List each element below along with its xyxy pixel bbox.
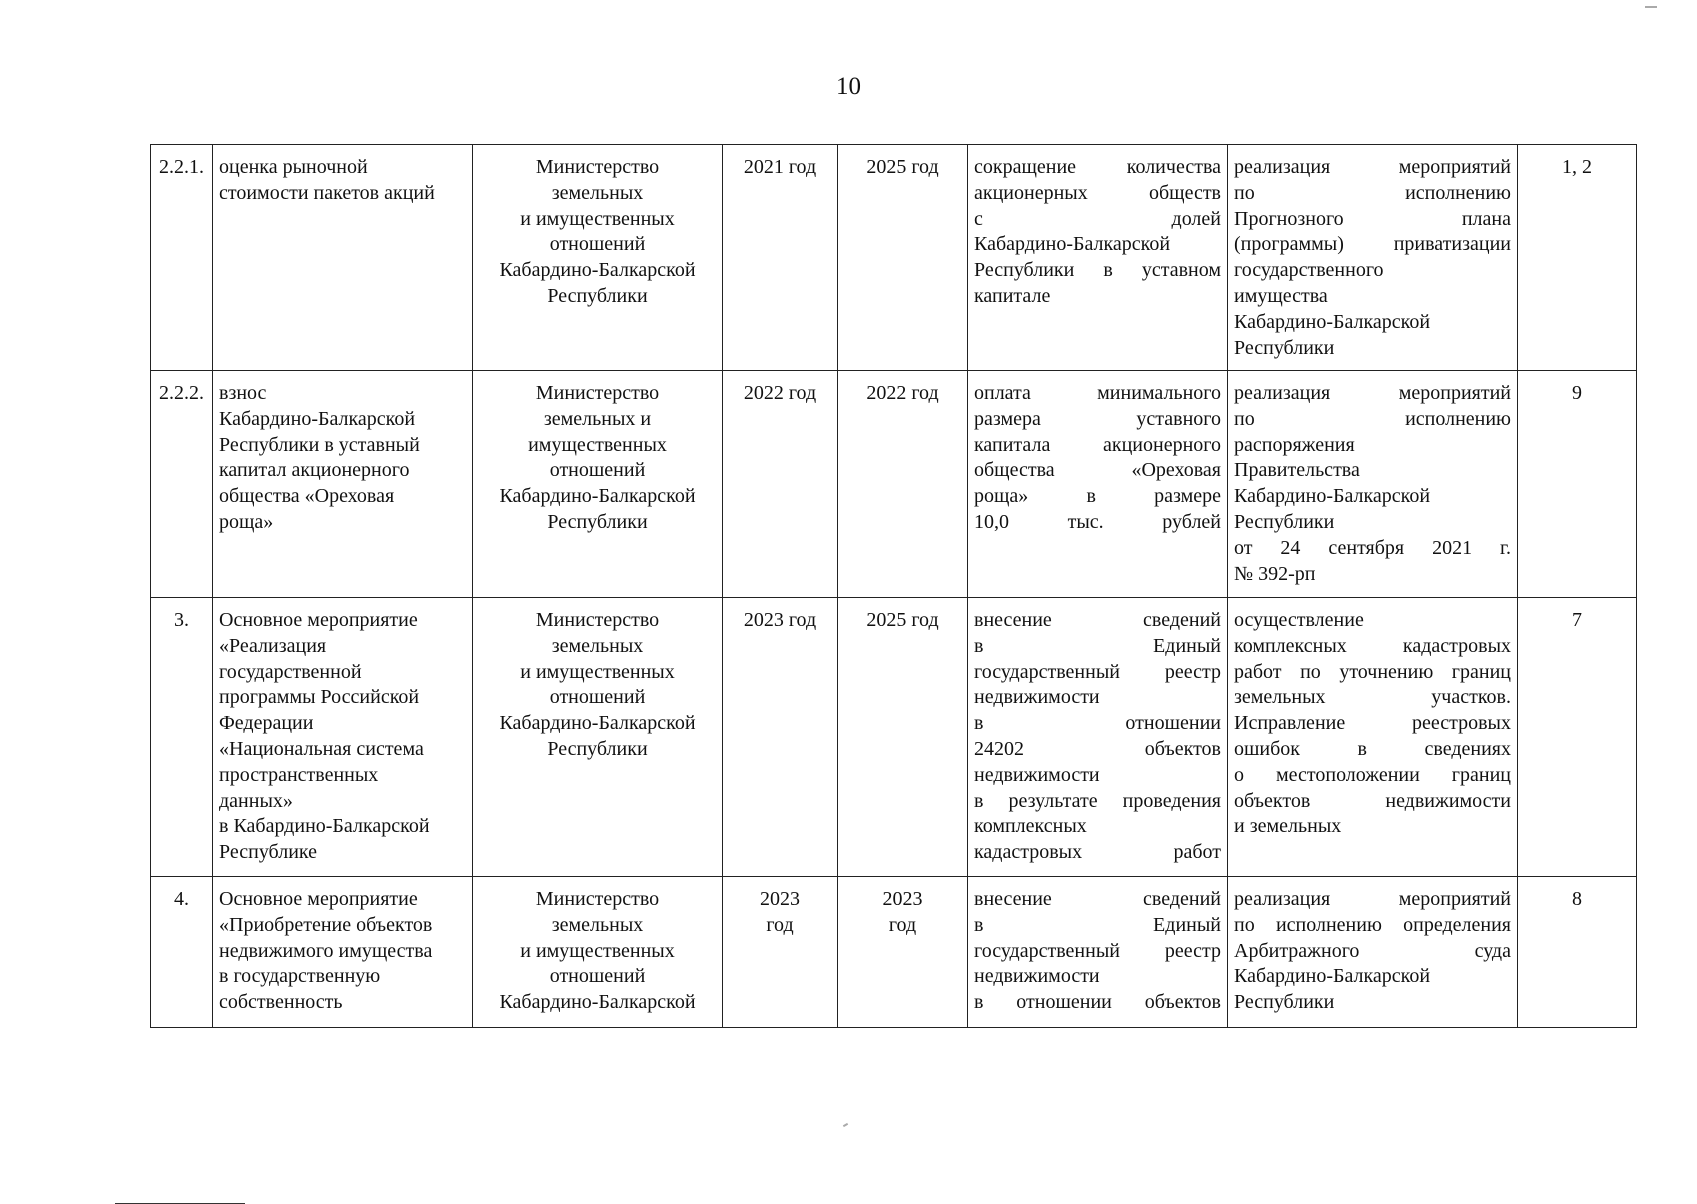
cell-line: Арбитражного суда [1234,939,1511,962]
cell-line: и имущественных [520,939,675,962]
cell-line: реализация мероприятий [1234,156,1511,178]
indicator-cell: 7 [1518,598,1637,877]
end-year-cell [838,877,968,1028]
cell-line: Министерство [535,156,660,178]
cell-line: Республики [1234,336,1335,359]
cell-line: отношений [549,686,646,709]
cell-line: реализация мероприятий [1234,382,1511,404]
cell-line: Республики [547,737,648,760]
cell-line: по исполнению [1234,407,1511,430]
indicator-cell: 9 [1518,371,1637,598]
cell-line: «Приобретение объектов [219,913,433,936]
cell-line: 10,0 тыс. рублей [974,510,1221,533]
cell-line: внесение сведений [974,888,1221,910]
indicator-cell: 8 [1518,877,1637,1028]
cell-line: распоряжения [1234,433,1355,456]
cell-line: роща» в размере [974,485,1221,508]
cell-line: Республики в уставном [974,259,1221,282]
executor-cell [473,598,723,877]
cell-line: общества «Ореховая [219,485,395,508]
row-number-cell: 4. [151,877,213,1028]
start-year-cell [723,598,838,877]
executor-cell [473,371,723,598]
row-number-cell: 2.2.2. [151,371,213,598]
cell-line: и земельных [1234,815,1342,838]
cell-line: стоимости пакетов акций [219,181,435,204]
cell-line: 24202 объектов [974,737,1221,760]
cell-line: осуществление [1234,609,1364,631]
cell-line: недвижимого имущества [219,939,433,962]
cell-line: Кабардино-Балкарской [1234,485,1431,508]
cell-line: «Реализация [219,634,327,657]
cell-line: 2022 год [743,382,817,404]
cell-line: 2025 год [866,609,939,631]
cell-line: Основное мероприятие [219,609,418,631]
cell-line: собственность [219,991,343,1014]
cell-line: имущества [1234,284,1328,307]
cell-line: ошибок в сведениях [1234,737,1511,760]
related-measure-cell [1228,877,1518,1028]
cell-line: государственной [219,660,362,683]
cell-line: 2023 год [743,609,817,631]
cell-line: капитале [974,284,1051,307]
measures-table [150,144,1637,1028]
cell-line: внесение сведений [974,609,1221,631]
cell-line: имущественных [528,433,667,456]
cell-line: государственный реестр [974,939,1221,962]
indicator-cell: 1, 2 [1518,145,1637,371]
cell-line: Республики [547,284,648,307]
measure-name-cell [213,145,473,371]
cell-line: земельных [551,913,644,936]
cell-line: капитал акционерного [219,459,410,482]
cell-line: в Кабардино-Балкарской [219,815,430,838]
cell-line: Кабардино-Балкарской [499,259,696,282]
cell-line: и имущественных [520,207,675,230]
cell-line: данных» [219,789,293,812]
cell-line: Основное мероприятие [219,888,418,910]
related-measure-cell [1228,371,1518,598]
row-number-cell: 3. [151,598,213,877]
cell-line: Республики [547,510,648,533]
cell-line: в государственную [219,965,381,988]
cell-line: в отношении объектов [974,991,1221,1014]
cell-line: Кабардино-Балкарской [499,991,696,1014]
cell-line: Правительства [1234,459,1360,482]
cell-line: размера уставного [974,407,1221,430]
measure-name-cell [213,598,473,877]
table-row [151,371,1637,598]
related-measure-cell [1228,598,1518,877]
cell-line: отношений [549,233,646,256]
cell-line: по исполнению определения [1234,913,1511,936]
executor-cell [473,877,723,1028]
cell-line: по исполнению [1234,181,1511,204]
cell-line: Министерство [535,888,660,910]
cell-line: оплата минимального [974,382,1221,404]
cell-line: Кабардино-Балкарской [1234,310,1431,333]
cell-line: реализация мероприятий [1234,888,1511,910]
cell-line: роща» [219,510,274,533]
cell-line: оценка рыночной [219,156,368,178]
table-body [151,145,1637,1028]
cell-line: отношений [549,459,646,482]
cell-line: Федерации [219,712,314,735]
table-row [151,145,1637,371]
related-measure-cell [1228,145,1518,371]
cell-line: в отношении [974,712,1221,735]
executor-cell [473,145,723,371]
start-year-cell [723,877,838,1028]
cell-line: в Единый [974,634,1221,657]
cell-line: и имущественных [520,660,675,683]
end-year-cell [838,371,968,598]
expected-result-cell [968,145,1228,371]
cell-line: акционерных обществ [974,181,1221,204]
cell-line: 2022 год [866,382,939,404]
cell-line: в Единый [974,913,1221,936]
cell-line: земельных участков. [1234,686,1511,709]
expected-result-cell [968,371,1228,598]
row-number-cell: 2.2.1. [151,145,213,371]
cell-line: Республике [219,841,318,864]
cell-line: № 392-рп [1234,562,1316,585]
table-row [151,598,1637,877]
cell-line: комплексных [974,815,1087,838]
scan-artifact [1645,6,1657,8]
cell-line: Исправление реестровых [1234,712,1511,735]
cell-line: Министерство [535,382,660,404]
table-row [151,877,1637,1028]
end-year-cell [838,598,968,877]
end-year-cell [838,145,968,371]
scan-artifact [843,1123,848,1127]
cell-line: 2021 год [743,156,817,178]
cell-line: недвижимости [974,686,1100,709]
cell-line: пространственных [219,763,379,786]
cell-line: Кабардино-Балкарской [1234,965,1431,988]
cell-line: кадастровых работ [974,841,1221,864]
cell-line: о местоположении границ [1234,763,1511,786]
cell-line: программы Российской [219,686,420,709]
cell-line: 2025 год [866,156,939,178]
cell-line: «Национальная система [219,737,424,760]
cell-line: Республики [1234,510,1335,533]
cell-line: Кабардино-Балкарской [499,485,696,508]
expected-result-cell [968,598,1228,877]
cell-line: работ по уточнению границ [1234,660,1511,683]
cell-line: год [888,913,917,936]
cell-line: от 24 сентября 2021 г. [1234,536,1511,559]
cell-line: сокращение количества [974,156,1221,178]
cell-line: Министерство [535,609,660,631]
measure-name-cell [213,877,473,1028]
cell-line: объектов недвижимости [1234,789,1511,812]
cell-line: взнос [219,382,267,404]
measure-name-cell [213,371,473,598]
page-number: 10 [836,73,861,100]
cell-line: в результате проведения [974,789,1221,812]
expected-result-cell [968,877,1228,1028]
start-year-cell [723,371,838,598]
cell-line: общества «Ореховая [974,459,1221,482]
cell-line: недвижимости [974,965,1100,988]
cell-line: недвижимости [974,763,1100,786]
cell-line: год [766,913,794,936]
cell-line: комплексных кадастровых [1234,634,1511,657]
cell-line: государственного [1234,259,1384,282]
cell-line: Прогнозного плана [1234,207,1511,230]
cell-line: земельных [551,634,644,657]
cell-line: Республики в уставный [219,433,420,456]
cell-line: Кабардино-Балкарской [974,233,1171,256]
cell-line: Кабардино-Балкарской [219,407,416,430]
cell-line: с долей [974,207,1221,230]
cell-line: Кабардино-Балкарской [499,712,696,735]
cell-line: земельных и [543,407,652,430]
cell-line: 2023 [882,888,923,910]
cell-line: (программы) приватизации [1234,233,1511,256]
cell-line: государственный реестр [974,660,1221,683]
cell-line: земельных [551,181,644,204]
cell-line: отношений [549,965,646,988]
start-year-cell [723,145,838,371]
cell-line: капитала акционерного [974,433,1221,456]
cell-line: Республики [1234,991,1335,1014]
cell-line: 2023 [760,888,800,910]
